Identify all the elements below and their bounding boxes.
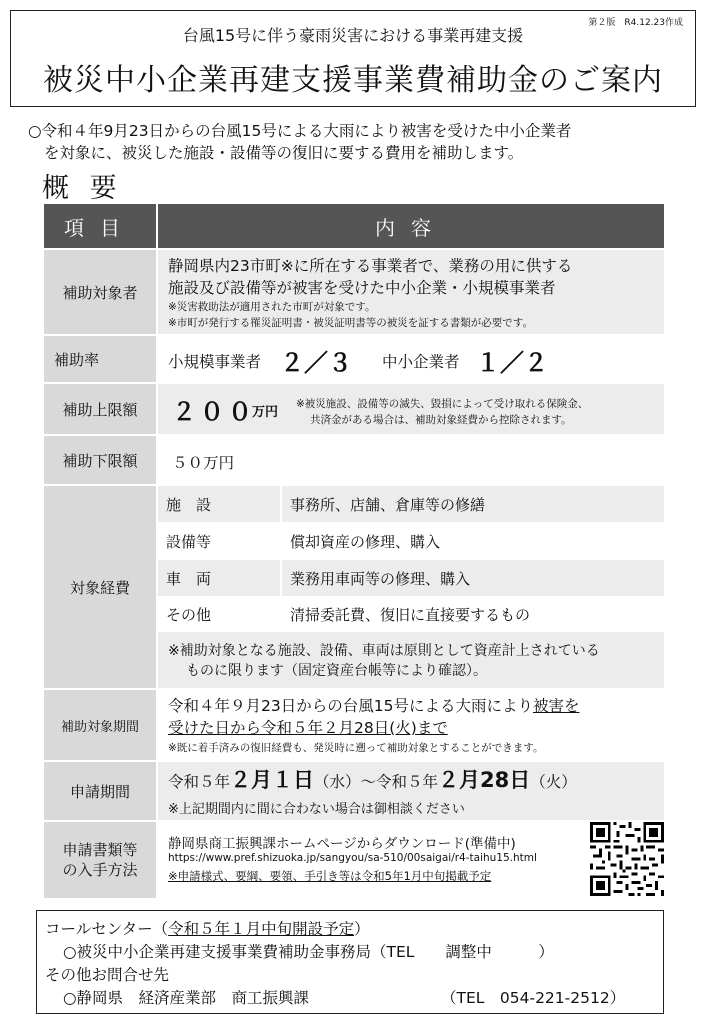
label-subsidy-period: 補助対象期間 [44,690,156,760]
section-title: 概 要 [42,173,123,204]
upper-limit-value: ２００ [172,398,256,426]
content-application-period [158,762,664,820]
app-suffix: （火） [530,773,577,791]
table-header-item: 項目 [44,204,156,248]
target-line-2: 施設及び設備等が被害を受けた中小企業・小規模事業者 [168,279,556,297]
upper-limit-note-2: 共済金がある場合は、補助対象経費から控除されます。 [310,414,572,426]
content-documents [158,822,664,898]
label-documents [44,822,156,898]
content-target [158,250,664,334]
expense-name-1: 設備等 [158,522,280,560]
department-tel: （TEL 054-221-2512） [441,989,626,1007]
page-title: 被災中小企業再建支援事業費補助金のご案内 [43,63,663,98]
call-center-close: ） [354,920,370,938]
expense-name-2: 車 両 [158,560,280,596]
expenses-note-2: ものに限ります（固定資産台帳等により確認）。 [186,663,487,679]
documents-line-1: 静岡県商工振興課ホームページからダウンロード(準備中) [168,836,516,852]
documents-label-2: の入手方法 [62,861,138,879]
app-date-end: ２月28日 [438,768,531,792]
office-contact: ○被災中小企業再建支援事業費補助金事務局（TEL 調整中 ） [63,943,554,961]
expense-desc-2: 業務用車両等の修理、購入 [282,560,664,596]
table-header-content: 内容 [158,204,664,248]
label-target: 補助対象者 [44,250,156,334]
qr-code-icon[interactable] [590,822,664,896]
label-upper-limit: 補助上限額 [44,384,156,434]
rate-sme-label: 中小企業者 [382,353,460,371]
intro-line-2: を対象に、被災した施設・設備等の復旧に要する費用を補助します。 [44,144,524,162]
label-lower-limit: 補助下限額 [44,436,156,484]
documents-url[interactable]: https://www.pref.shizuoka.jp/sangyou/sa-510/00saigai/r4-taihu15.html [168,852,537,864]
label-application-period: 申請期間 [44,762,156,820]
content-upper-limit [158,384,664,434]
content-subsidy-period [158,690,664,760]
label-expenses: 対象経費 [44,486,156,688]
call-center-label: コールセンター（ [45,920,169,938]
expense-desc-0: 事務所、店舗、倉庫等の修繕 [282,486,664,522]
call-center-schedule: 令和５年１月中旬開設予定 [168,920,355,938]
documents-label-1: 申請書類等 [62,841,138,859]
expenses-note-1: ※補助対象となる施設、設備、車両は原則として資産計上されている [168,643,600,659]
page-subtitle: 台風15号に伴う豪雨災害における事業再建支援 [182,26,524,45]
edition-label: 第２版 R4.12.23作成 [588,18,683,28]
lower-limit-value: ５０万円 [172,454,235,472]
period-note: ※既に着手済みの復旧経費も、発災時に遡って補助対象とすることができます。 [168,742,544,754]
content-lower-limit [158,436,664,484]
application-note: ※上記期間内に間に合わない場合は御相談ください [168,802,465,817]
rate-small-label: 小規模事業者 [168,353,262,371]
upper-limit-unit: 万円 [252,405,279,420]
content-rate [158,336,664,382]
other-inquiries-label: その他お問合せ先 [45,966,170,984]
intro-line-1: ○令和４年9月23日からの台風15号による大雨により被害を受けた中小企業者 [28,122,572,140]
header-box [10,10,696,107]
department-name: ○静岡県 経済産業部 商工振興課 [63,989,310,1007]
intro-text [28,120,688,164]
period-line-2: 受けた日から令和５年２月28日(火)まで [168,719,448,737]
expense-desc-3: 清掃委託費、復旧に直接要するもの [282,596,664,632]
documents-note: ※申請様式、要綱、要領、手引き等は令和5年1月中旬掲載予定 [168,869,492,883]
upper-limit-note-1: ※被災施設、設備等の滅失、毀損によって受け取れる保険金、 [296,398,589,410]
target-note-2: ※市町が発行する罹災証明書・被災証明書等の被災を証する書類が必要です。 [168,317,533,329]
target-line-1: 静岡県内23市町※に所在する事業者で、業務の用に供する [168,257,573,275]
expense-name-0: 施 設 [158,486,280,522]
rate-sme-value: １／２ [476,349,548,377]
app-prefix-2: （水）～令和５年 [314,773,439,791]
label-rate: 補助率 [44,336,156,382]
expense-desc-1: 償却資産の修理、購入 [282,522,664,560]
expense-name-3: その他 [158,596,280,632]
rate-small-value: ２／３ [280,349,352,377]
app-date-start: ２月１日 [230,768,315,792]
expenses-note [158,632,664,688]
contact-box [36,910,664,1014]
period-line-1b: 被害を [532,697,580,715]
app-prefix-1: 令和５年 [168,773,231,791]
period-line-1a: 令和４年９月23日からの台風15号による大雨により [168,697,533,715]
target-note-1: ※災害救助法が適用された市町が対象です。 [168,301,376,313]
